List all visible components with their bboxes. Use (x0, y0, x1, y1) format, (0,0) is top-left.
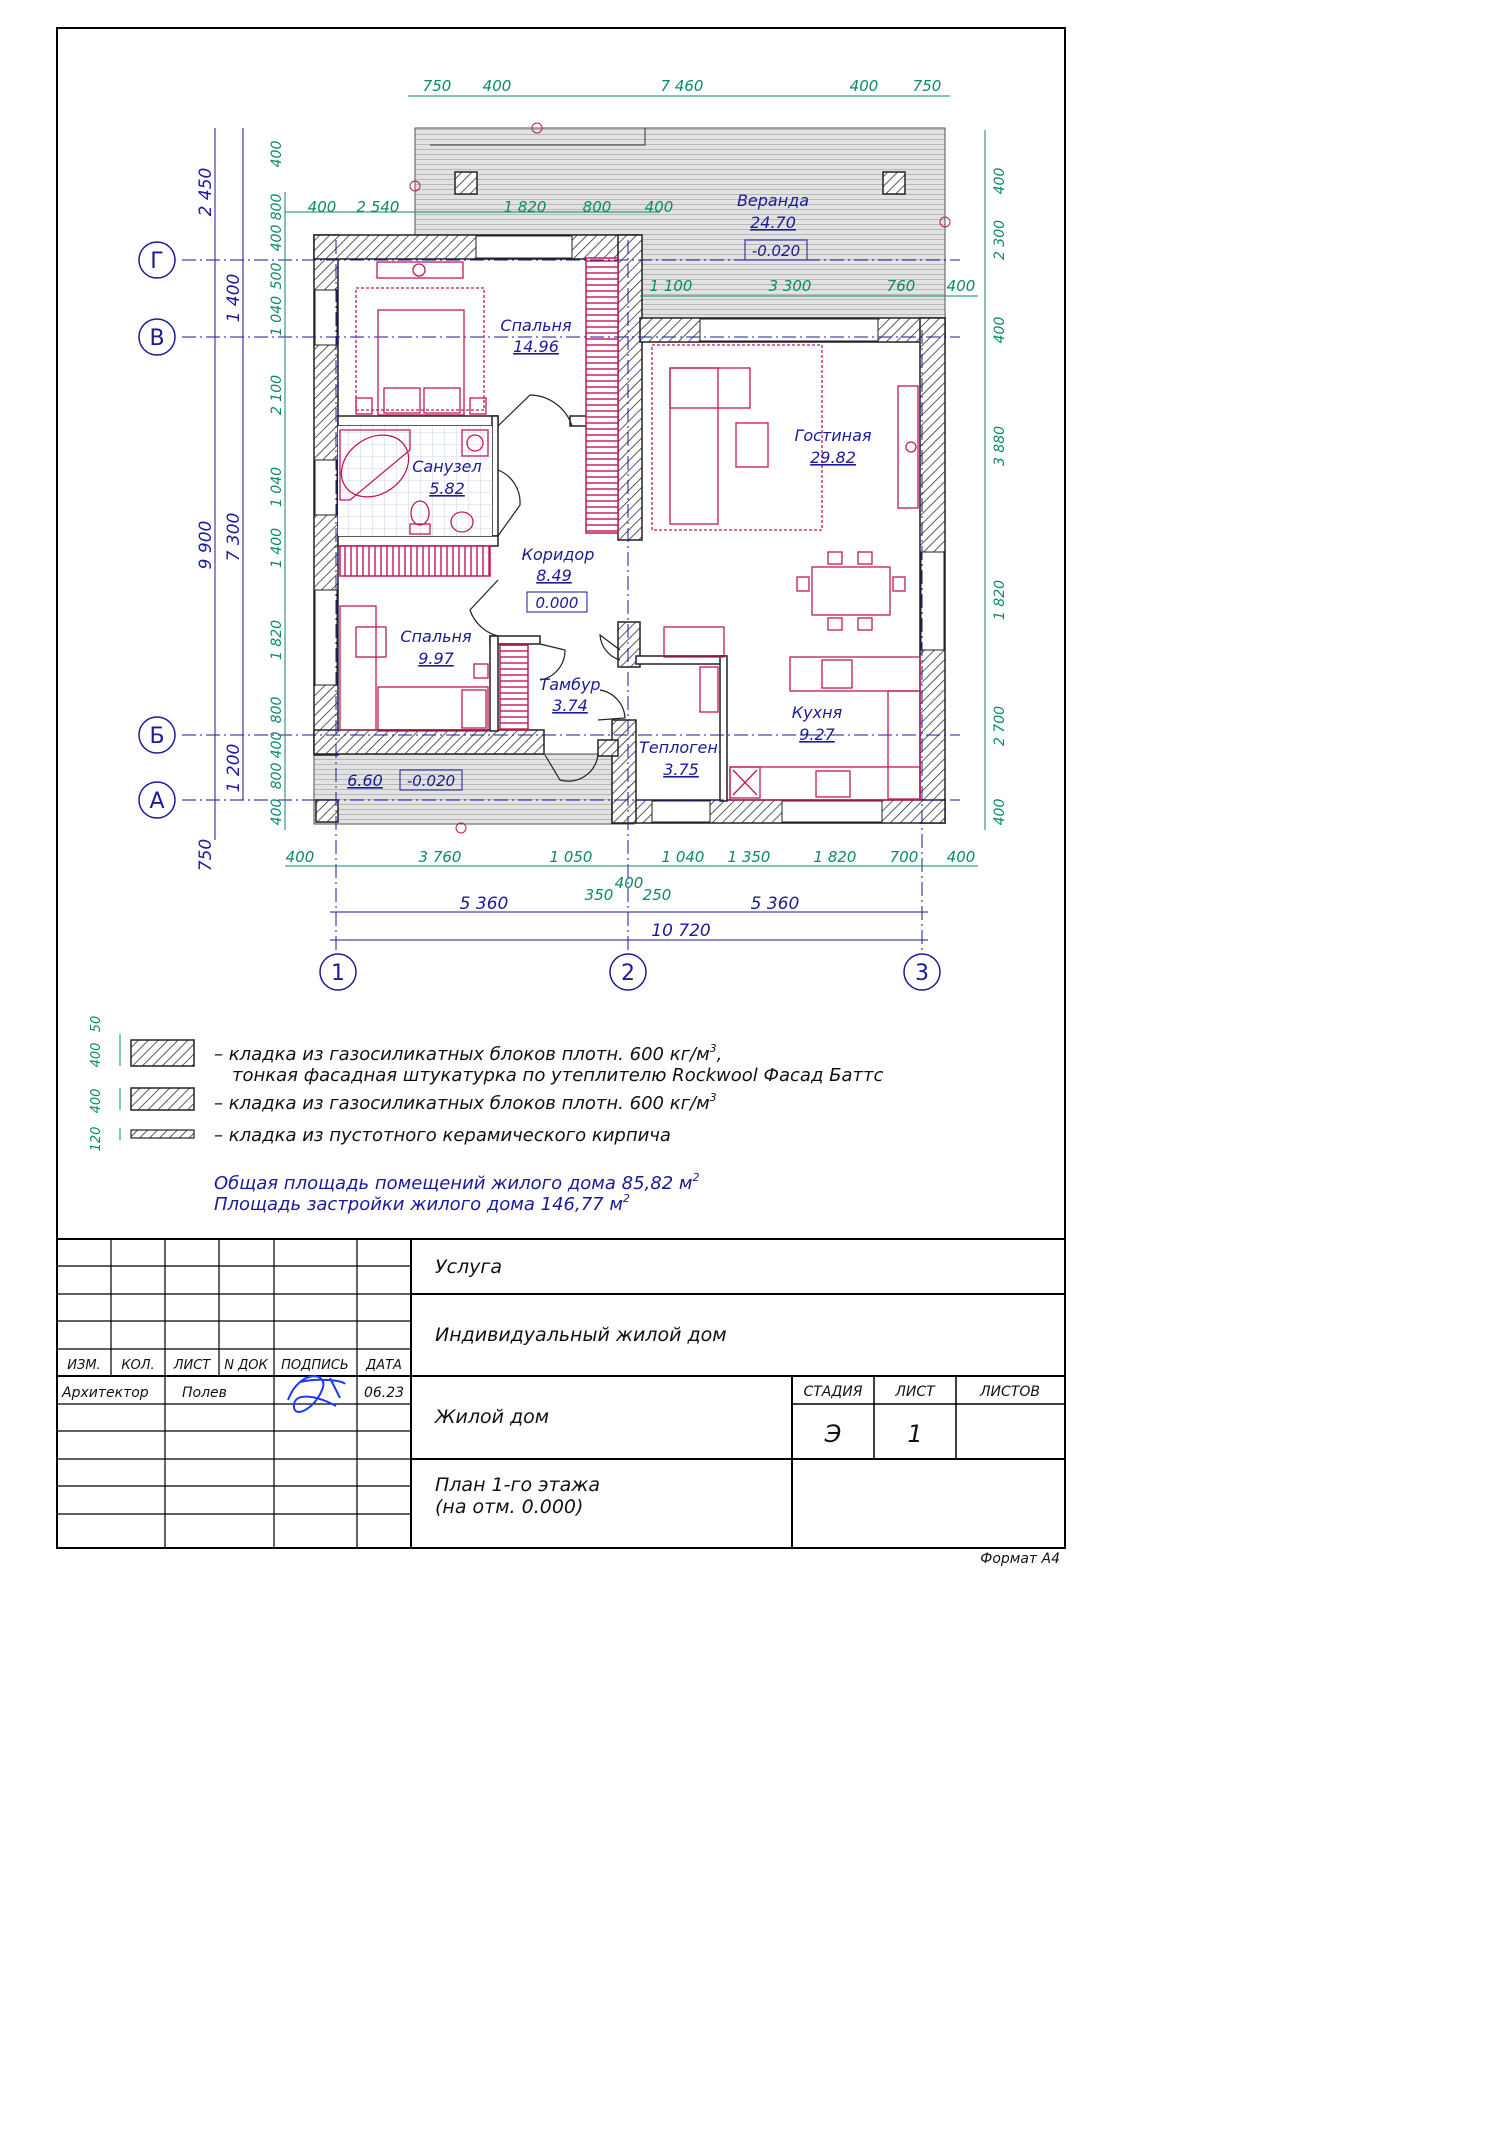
dim-top-inner: 1 820 (503, 198, 547, 216)
legend-dim: 400 (89, 1042, 104, 1068)
living-name: Гостиная (794, 426, 872, 445)
axis-row-a: А (149, 789, 165, 814)
dim-total: 10 720 (651, 921, 711, 941)
header-podpis: Подпись (281, 1358, 349, 1373)
header-ndok: N док (224, 1358, 268, 1373)
col-stage: Стадия (803, 1384, 863, 1400)
wall (314, 730, 544, 754)
role-architect: Архитектор (62, 1385, 149, 1401)
dim-left-inner: 400 (269, 224, 285, 252)
axis-col-3: 3 (915, 961, 929, 986)
dim-top-inner: 400 (644, 198, 674, 216)
corridor-area: 8.49 (536, 566, 572, 585)
kitchen-name: Кухня (791, 703, 843, 722)
project-title: Индивидуальный жилой дом (435, 1324, 727, 1346)
dim-top: 7 460 (660, 77, 704, 95)
sheet-name-2: (на отм. 0.000) (435, 1496, 584, 1518)
corridor-level: 0.000 (535, 594, 579, 612)
dim-left-mid: 1 400 (224, 273, 244, 323)
dim-left-inner: 500 (269, 262, 285, 290)
legend-dim: 120 (89, 1126, 104, 1152)
person-name: Полев (182, 1385, 227, 1401)
legend-swatch-insulated (131, 1040, 194, 1066)
dim-mid: 1 100 (649, 277, 693, 295)
paper-format: Формат А4 (980, 1551, 1060, 1567)
porch-level: -0.020 (406, 772, 456, 790)
legend-item3-line: – кладка из пустотного керамического кирпича (214, 1125, 671, 1146)
veranda-post-right (883, 172, 905, 194)
dim-right: 3 880 (992, 425, 1008, 467)
dim-right: 400 (992, 798, 1008, 826)
dim-top: 400 (849, 77, 879, 95)
dim-top: 750 (912, 77, 942, 95)
dim-left-inner: 400 (269, 731, 285, 759)
bathroom-name: Санузел (412, 457, 482, 476)
legend-item1-line2: тонкая фасадная штукатурка по утеплителю Rockwool Фасад Баттс (232, 1065, 884, 1086)
dim-left-inner: 1 400 (269, 527, 285, 569)
header-kol: Кол. (121, 1358, 155, 1373)
wardrobe (500, 645, 528, 730)
dim-left-inner: 1 040 (269, 466, 285, 508)
dim-right: 2 700 (992, 705, 1008, 747)
header-izm: Изм. (67, 1358, 101, 1373)
dim-left-inner: 400 (269, 140, 285, 168)
dim-mid: 760 (886, 277, 916, 295)
header-list: Лист (173, 1358, 211, 1373)
legend-item1-line1: – кладка из газосиликатных блоков плотн. 600 $кг/м^3$, (214, 1042, 723, 1065)
dim-bottom: 400 (614, 874, 644, 892)
veranda-area: 24.70 (750, 213, 796, 232)
dim-left-inner: 1 040 (269, 295, 285, 337)
legend (89, 1016, 883, 1215)
dim-left-outer: 9 900 (196, 520, 216, 570)
title-block-texts (61, 1256, 1060, 1567)
object-title: Жилой дом (435, 1406, 550, 1428)
kitchen-area: 9.27 (799, 725, 835, 744)
dim-left-outer: 750 (196, 838, 216, 872)
service-title: Услуга (435, 1256, 503, 1278)
area-build: Площадь застройки жилого дома 146,77 $м^2$ (214, 1192, 630, 1215)
legend-dim: 50 (89, 1015, 104, 1033)
veranda-level: -0.020 (751, 242, 801, 260)
dim-left-outer: 2 450 (196, 167, 216, 217)
dim-bottom: 400 (946, 848, 976, 866)
plan (182, 123, 960, 950)
axis-col-1: 1 (331, 961, 345, 986)
vestibule-name: Тамбур (539, 675, 601, 694)
legend-swatch-brick (131, 1130, 194, 1138)
legend-dim: 400 (89, 1088, 104, 1114)
bedroom2-name: Спальня (400, 627, 472, 646)
dim-left-mid: 1 200 (224, 743, 244, 793)
col-sheets: Листов (980, 1384, 1040, 1400)
dim-left-inner: 400 (269, 798, 285, 826)
sheet-value: 1 (907, 1420, 923, 1448)
axis-row-v: В (149, 326, 165, 351)
date: 06.23 (363, 1385, 405, 1401)
sheet-name-1: План 1-го этажа (435, 1474, 601, 1496)
dim-half-right: 5 360 (750, 894, 800, 914)
dim-bottom: 1 050 (549, 848, 593, 866)
dim-left-inner: 800 (269, 193, 285, 221)
dim-right: 400 (992, 167, 1008, 195)
porch-area: 6.60 (347, 771, 383, 790)
boiler-name: Теплоген. (639, 738, 723, 757)
living-area: 29.82 (810, 448, 856, 467)
bedroom2-area: 9.97 (418, 649, 454, 668)
dim-left-inner: 800 (269, 696, 285, 724)
dim-right: 400 (992, 316, 1008, 344)
dim-top-inner: 400 (307, 198, 337, 216)
dim-top: 750 (422, 77, 452, 95)
wall (618, 235, 642, 540)
bedroom1-name: Спальня (500, 316, 572, 335)
dim-top-inner: 2 540 (356, 198, 400, 216)
dim-left-inner: 2 100 (269, 374, 285, 416)
dim-mid: 400 (946, 277, 976, 295)
axis-labels (149, 249, 929, 986)
area-total: Общая площадь помещений жилого дома 85,82 $м^2$ (214, 1171, 700, 1194)
dim-left-inner: 800 (269, 762, 285, 790)
stage-value: Э (824, 1420, 842, 1448)
dim-bottom: 1 350 (727, 848, 771, 866)
dim-bottom: 700 (889, 848, 919, 866)
signature-image (288, 1376, 345, 1412)
dim-bottom: 1 040 (661, 848, 705, 866)
dim-right: 2 300 (992, 219, 1008, 261)
axis-col-2: 2 (621, 961, 635, 986)
header-data: Дата (366, 1358, 402, 1373)
col-sheet: Лист (895, 1384, 935, 1400)
vestibule-area: 3.74 (552, 696, 588, 715)
dim-left-mid: 7 300 (224, 512, 244, 562)
axis-row-g: Г (150, 249, 164, 274)
wardrobe (586, 258, 618, 533)
wall (598, 740, 618, 756)
dim-half-left: 5 360 (459, 894, 509, 914)
porch-post (316, 800, 338, 822)
dim-bottom: 3 760 (418, 848, 462, 866)
dim-top: 400 (482, 77, 512, 95)
legend-item2-line: – кладка из газосиликатных блоков плотн. 600 $кг/м^3$ (214, 1091, 717, 1114)
dim-top-inner: 800 (582, 198, 612, 216)
boiler-area: 3.75 (663, 760, 699, 779)
wardrobe (340, 546, 490, 576)
dim-right: 1 820 (992, 579, 1008, 621)
dim-left-inner: 1 820 (269, 619, 285, 661)
axis-row-b: Б (149, 724, 165, 749)
dim-bottom-small: 250 (642, 886, 672, 904)
dim-mid: 3 300 (768, 277, 812, 295)
corridor-name: Коридор (521, 545, 595, 564)
dim-bottom: 1 820 (813, 848, 857, 866)
veranda-post-left (455, 172, 477, 194)
legend-swatch-block (131, 1088, 194, 1110)
dim-bottom: 400 (285, 848, 315, 866)
veranda-name: Веранда (736, 191, 810, 210)
bathroom-area: 5.82 (429, 479, 465, 498)
bedroom1-area: 14.96 (513, 337, 559, 356)
dim-bottom-small: 350 (584, 886, 614, 904)
bathroom-floor (338, 426, 492, 536)
